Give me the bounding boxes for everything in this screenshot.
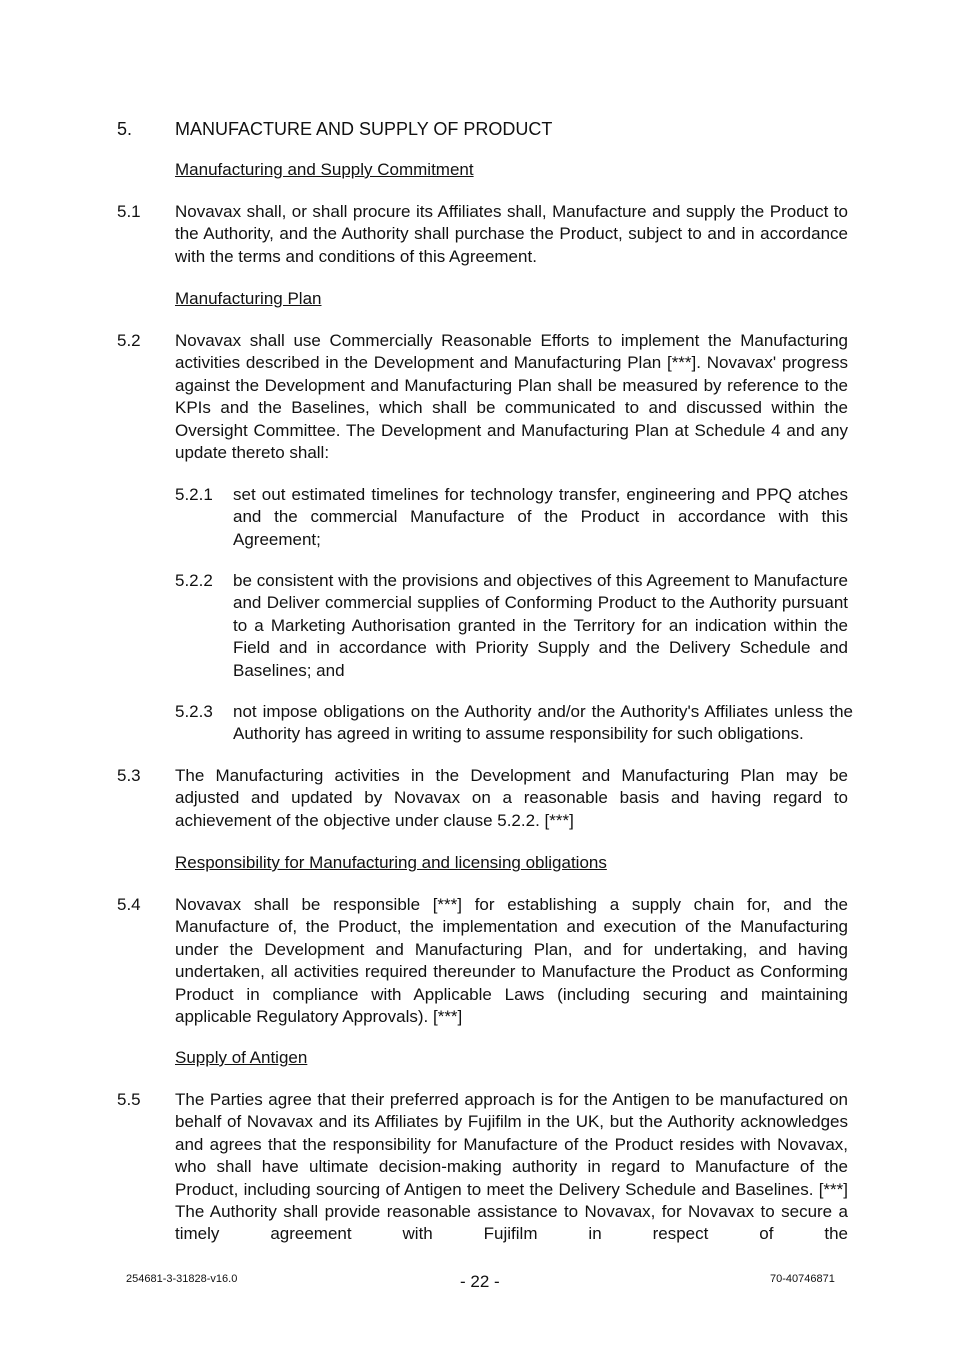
subclause-text: set out estimated timelines for technology transfer, engineering and PPQ atches and the commercial Manufacture of the Product in accordance with this Agreement; <box>233 485 848 549</box>
clause-number: 5.1 <box>117 202 141 221</box>
clause-text: The Manufacturing activities in the Development and Manufacturing Plan may be adjusted and updated by Novavax on a reasonable basis and having regard to achievement of the objective under clause 5.2.2. [***] <box>175 766 848 830</box>
footer-reference-id: 70-40746871 <box>770 1273 835 1285</box>
clause-number: 5.3 <box>117 766 141 785</box>
footer-document-id: 254681-3-31828-v16.0 <box>126 1273 238 1285</box>
clause-text: Novavax shall be responsible [***] for establishing a supply chain for, and the Manufacture of, the Product, the implementation and execution of the Manufacturing under the Development and Manufacturing Plan, and for undertaking, and having undertaken, all activities required thereunder to Manufacture the Product as Conforming Product in compliance with Applicable Laws (including securing and maintaining applicable Regulatory Approvals). [***] <box>175 895 848 1027</box>
subheading-manufacturing-supply-commitment: Manufacturing and Supply Commitment <box>175 160 474 179</box>
clause-number: 5.4 <box>117 895 141 914</box>
clause-text: Novavax shall use Commercially Reasonable Efforts to implement the Manufacturing activities described in the Development and Manufacturing Plan [***]. Novavax' progress against the Development and Manufacturing Plan shall be measured by reference to the KPIs and the Baselines, which shall be communicated to and discussed within the Oversight Committee. The Development and Manufacturing Plan at Schedule 4 and any update thereto shall: <box>175 331 848 463</box>
clause-number: 5.5 <box>117 1090 141 1109</box>
subclause-number: 5.2.3 <box>175 702 213 721</box>
subclause-text: be consistent with the provisions and objectives of this Agreement to Manufacture and Deliver commercial supplies of Conforming Product to the Authority pursuant to a Marketing Authorisation granted in the Territory for an indication within the Field and in accordance with Priority Supply and the Delivery Schedule and Baselines; and <box>233 571 848 680</box>
section-number: 5. <box>117 119 133 139</box>
clause-text: Novavax shall, or shall procure its Affiliates shall, Manufacture and supply the Product to the Authority, and the Authority shall purchase the Product, subject to and in accordance with the terms and conditions of this Agreement. <box>175 202 848 266</box>
section-title: MANUFACTURE AND SUPPLY OF PRODUCT <box>175 119 553 139</box>
subheading-responsibility-manufacturing: Responsibility for Manufacturing and licensing obligations <box>175 853 607 872</box>
subclause-number: 5.2.2 <box>175 571 213 590</box>
subclause-text: not impose obligations on the Authority and/or the Authority's Affiliates unless the Authority has agreed in writing to assume responsibility for such obligations. <box>233 702 853 744</box>
subclause-number: 5.2.1 <box>175 485 213 504</box>
page-number: - 22 - <box>460 1272 500 1291</box>
clause-text: The Parties agree that their preferred approach is for the Antigen to be manufactured on behalf of Novavax and its Affiliates by Fujifilm in the UK, but the Authority acknowledges and agrees that the responsibility for Manufacture of the Product resides with Novavax, who shall have ultimate decision-making authority in regard to Manufacture of the Product, including sourcing of Antigen to meet the Delivery Schedule and Baselines. [***] The Authority shall provide reasonable assistance to Novavax, for Novavax to secure a timely agreement with Fujifilm in respect of the <box>175 1090 848 1244</box>
subheading-manufacturing-plan: Manufacturing Plan <box>175 289 322 308</box>
subheading-supply-of-antigen: Supply of Antigen <box>175 1048 308 1067</box>
clause-number: 5.2 <box>117 331 141 350</box>
